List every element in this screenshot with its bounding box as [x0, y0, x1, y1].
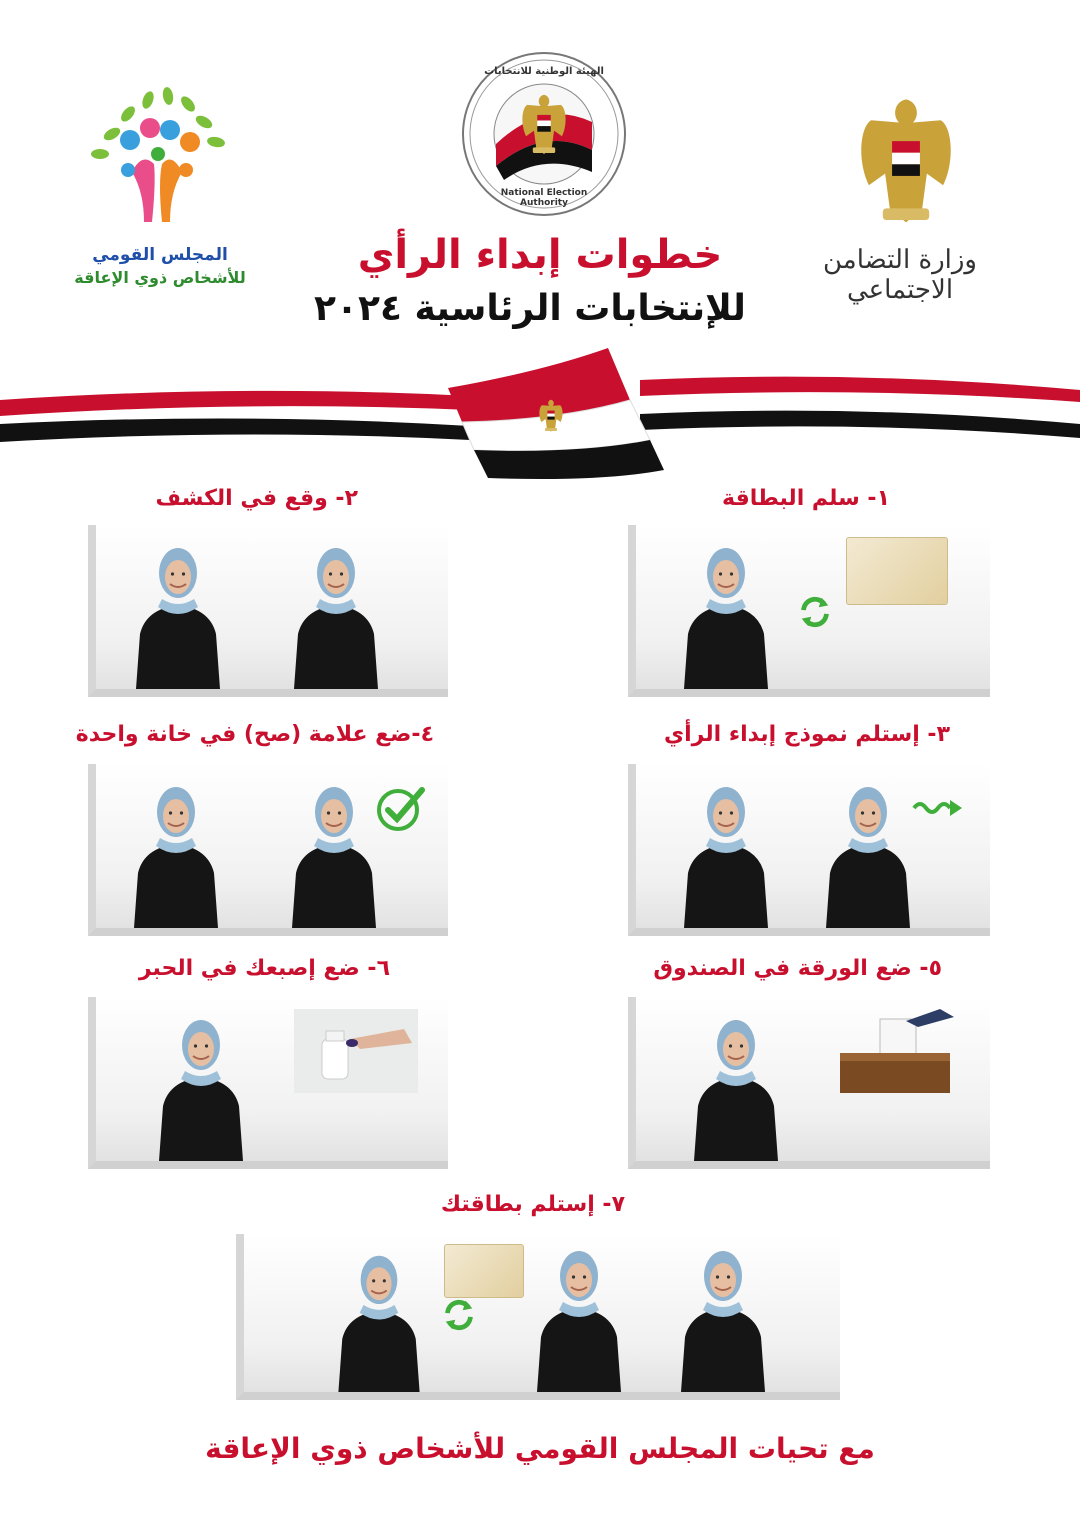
flag-ribbon-banner [0, 340, 1080, 490]
step1-title: ١- سلم البطاقة [722, 486, 890, 511]
page-subtitle: للإنتخابات الرئاسية ٢٠٢٤ [314, 288, 746, 329]
step5-title: ٥- ضع الورقة في الصندوق [653, 956, 942, 981]
id-card-image [846, 537, 948, 605]
step7-image [236, 1234, 840, 1400]
seal-english-text: National Election Authority [500, 188, 588, 208]
seal-arabic-text: الهيئة الوطنية للانتخابات [484, 66, 604, 77]
egypt-eagle-emblem [848, 88, 964, 236]
checkmark-icon [376, 784, 428, 832]
council-logo-line1: المجلس القومي [92, 245, 228, 265]
ballot-box-image [836, 1007, 956, 1097]
national-election-authority-seal [462, 52, 626, 216]
council-tree-logo [82, 82, 232, 242]
step4-image [88, 764, 448, 936]
step6-title: ٦- ضع إصبعك في الحبر [138, 956, 390, 981]
wavy-arrow-icon [912, 798, 964, 818]
step7-title: ٧- إستلم بطاقتك [440, 1192, 625, 1217]
ink-bottle-image [294, 1009, 418, 1093]
footer-credit: مع تحيات المجلس القومي للأشخاص ذوي الإعاقة [205, 1432, 875, 1465]
step1-image [628, 525, 990, 697]
exchange-icon-2 [440, 1296, 478, 1334]
step6-image [88, 997, 448, 1169]
exchange-icon [796, 593, 834, 631]
step3-image [628, 764, 990, 936]
step2-image [88, 525, 448, 697]
eagle-icon [516, 90, 572, 160]
page-title: خطوات إبداء الرأي [357, 232, 723, 278]
step3-title: ٣- إستلم نموذج إبداء الرأي [663, 722, 950, 747]
ministry-logo-text: وزارة التضامن الاجتماعي [823, 245, 977, 305]
step4-title: ٤-ضع علامة (صح) في خانة واحدة [75, 722, 434, 747]
step5-image [628, 997, 990, 1169]
council-logo-line2: للأشخاص ذوي الإعاقة [74, 268, 246, 287]
id-card-image-2 [444, 1244, 524, 1298]
step2-title: ٢- وقع في الكشف [155, 486, 358, 511]
